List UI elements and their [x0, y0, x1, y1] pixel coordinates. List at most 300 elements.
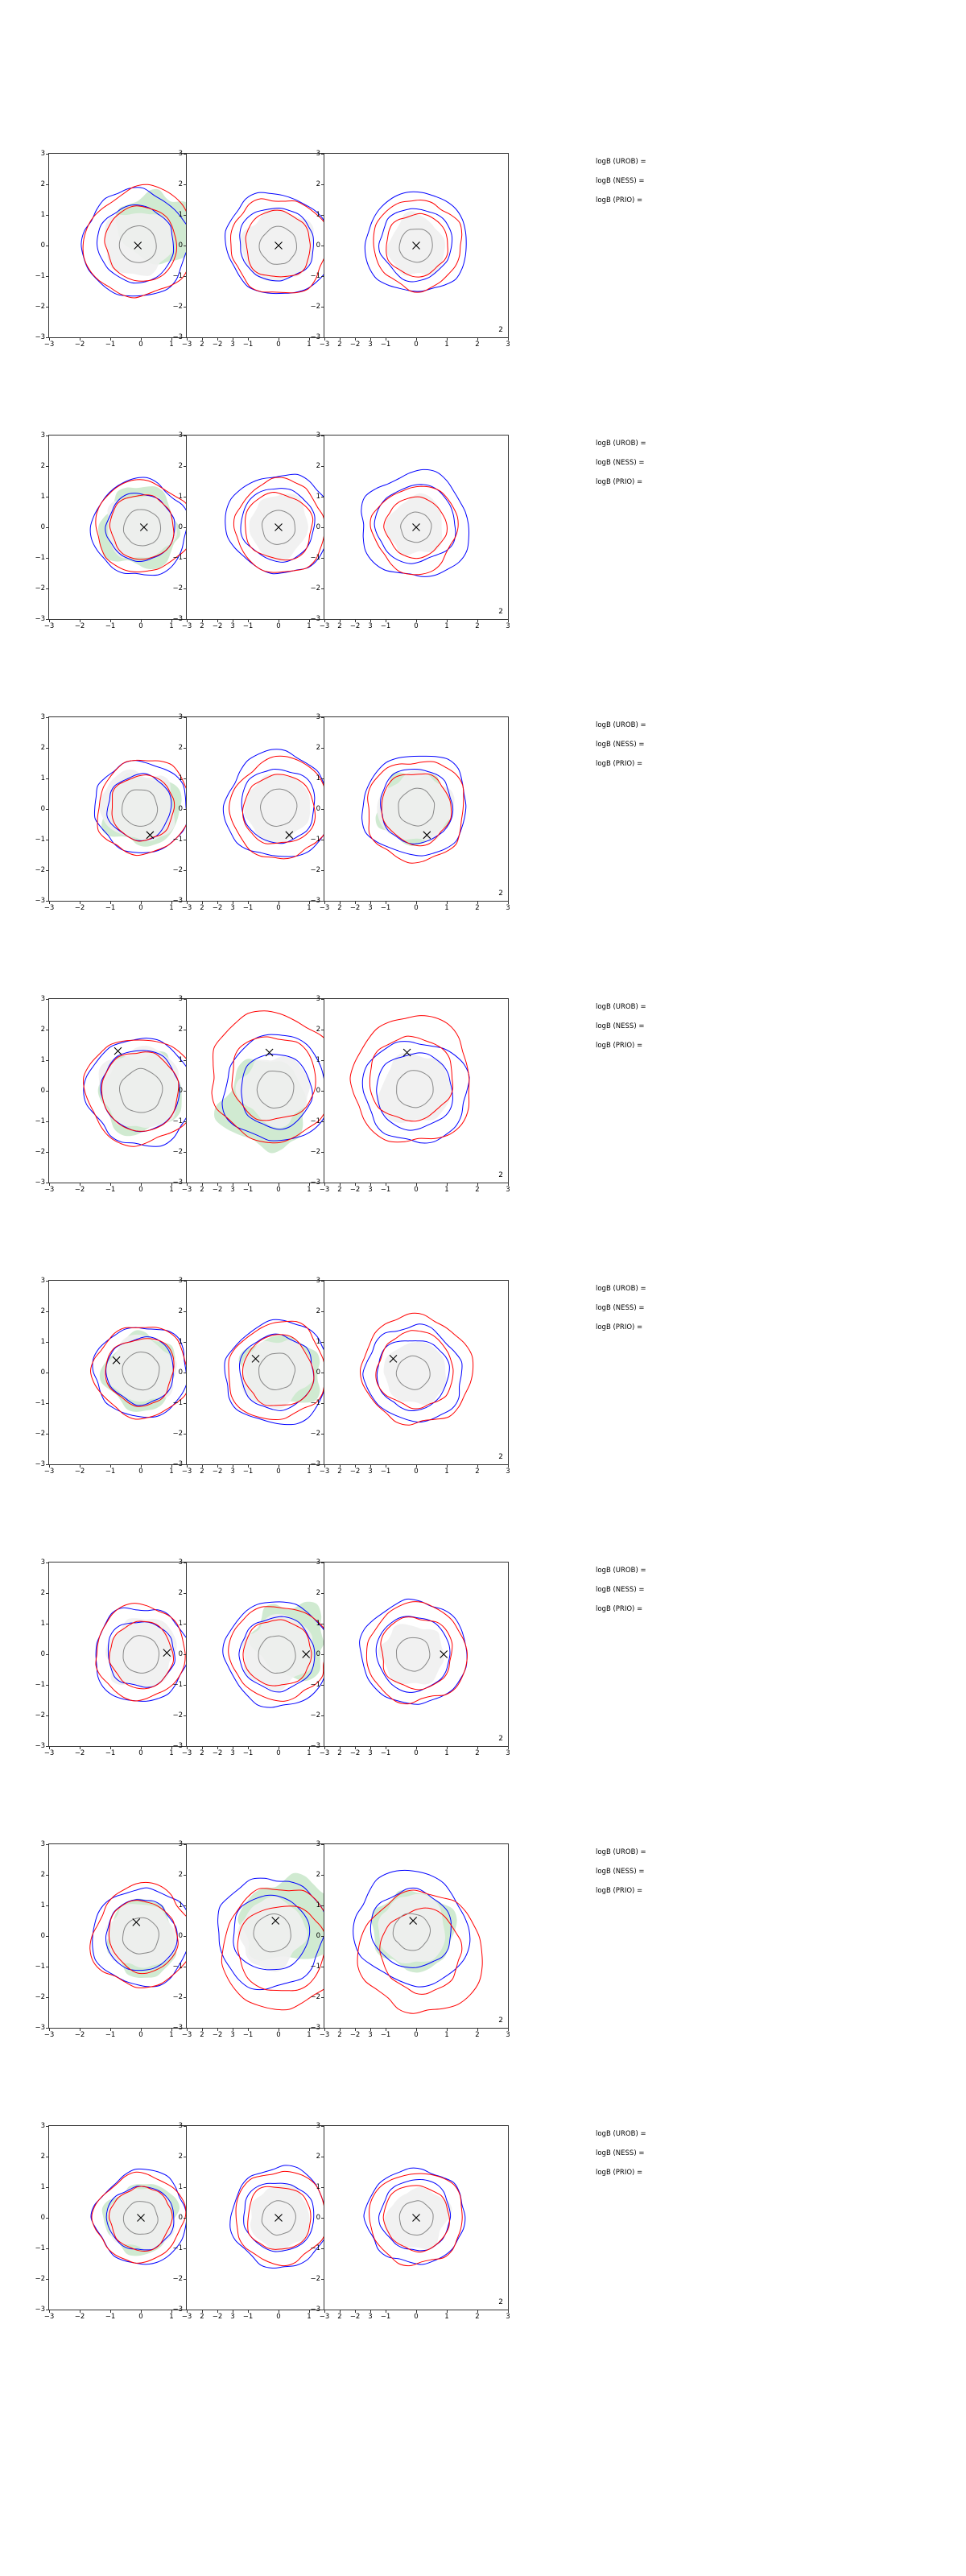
- x-tick-label: −1: [380, 1186, 391, 1194]
- panel-number: 2: [498, 1735, 503, 1743]
- y-tick-label: 1: [178, 1620, 183, 1628]
- x-tick-label: 0: [138, 2031, 143, 2039]
- x-tick-label: −2: [74, 1749, 85, 1757]
- x-tick-label: −1: [242, 904, 254, 912]
- y-tick-mark: [321, 1434, 324, 1435]
- x-tick-mark: [447, 1746, 448, 1749]
- x-tick-mark: [416, 619, 417, 622]
- y-tick-mark: [184, 276, 187, 277]
- x-tick-label: 2: [200, 2313, 204, 2321]
- y-tick-label: 2: [40, 744, 45, 752]
- y-tick-label: −3: [35, 2306, 45, 2314]
- y-tick-label: −3: [172, 2306, 183, 2314]
- x-tick-label: −2: [74, 622, 85, 630]
- x-tick-mark: [508, 337, 509, 341]
- y-tick-label: −2: [310, 1430, 320, 1438]
- y-tick-label: 1: [316, 211, 320, 219]
- y-tick-label: 3: [178, 713, 183, 721]
- legend: [596, 2130, 837, 2188]
- y-tick-label: 0: [316, 1368, 320, 1377]
- y-tick-label: 3: [40, 1277, 45, 1285]
- x-tick-label: −1: [105, 1186, 116, 1194]
- x-tick-mark: [187, 619, 188, 622]
- x-tick-label: 0: [414, 1749, 419, 1757]
- panel-row: [0, 143, 966, 423]
- x-tick-label: −2: [212, 2313, 223, 2321]
- y-tick-label: −1: [310, 1117, 320, 1125]
- y-tick-label: 3: [316, 1558, 320, 1567]
- x-tick-mark: [447, 1464, 448, 1468]
- y-tick-label: −1: [172, 554, 183, 562]
- x-tick-mark: [110, 1746, 111, 1749]
- y-tick-mark: [184, 2279, 187, 2280]
- y-tick-label: 2: [178, 1589, 183, 1597]
- y-tick-mark: [184, 1593, 187, 1594]
- plot-area[interactable]: [310, 431, 510, 630]
- chart-panel[interactable]: [277, 2116, 526, 2354]
- x-tick-label: −3: [319, 2313, 330, 2321]
- x-tick-label: −3: [43, 622, 55, 630]
- y-tick-mark: [46, 1403, 49, 1404]
- y-tick-mark: [184, 1875, 187, 1876]
- plot-area[interactable]: [310, 713, 510, 912]
- y-tick-label: −3: [35, 897, 45, 905]
- x-tick-label: −3: [319, 341, 330, 349]
- x-tick-label: −2: [212, 1186, 223, 1194]
- y-tick-label: 3: [316, 995, 320, 1003]
- y-tick-mark: [321, 1060, 324, 1061]
- y-tick-label: 3: [40, 1558, 45, 1567]
- x-tick-label: 0: [138, 341, 143, 349]
- legend-entry: logB (NESS) =: [596, 1304, 645, 1312]
- x-tick-label: 2: [475, 622, 480, 630]
- legend-entry: logB (PRIO) =: [596, 196, 643, 204]
- x-tick-label: −3: [43, 1468, 55, 1476]
- y-tick-mark: [184, 1403, 187, 1404]
- x-tick-label: 1: [307, 1468, 312, 1476]
- y-tick-mark: [46, 748, 49, 749]
- x-tick-label: 3: [506, 341, 510, 349]
- y-tick-mark: [46, 527, 49, 528]
- y-tick-mark: [46, 2279, 49, 2280]
- x-tick-label: 3: [506, 1749, 510, 1757]
- x-tick-mark: [248, 337, 249, 341]
- x-tick-label: −2: [74, 341, 85, 349]
- y-tick-label: 2: [178, 1871, 183, 1879]
- y-tick-label: 1: [40, 1901, 45, 1909]
- y-tick-mark: [321, 2279, 324, 2280]
- y-tick-mark: [46, 184, 49, 185]
- x-tick-label: −3: [181, 2313, 192, 2321]
- chart-panel[interactable]: [277, 707, 526, 945]
- legend-entry: logB (PRIO) =: [596, 1323, 643, 1331]
- x-tick-mark: [324, 2028, 325, 2031]
- y-tick-label: −1: [35, 272, 45, 280]
- x-tick-label: −1: [242, 2313, 254, 2321]
- x-tick-label: −2: [74, 1186, 85, 1194]
- y-tick-mark: [46, 1685, 49, 1686]
- x-tick-label: −2: [212, 622, 223, 630]
- y-tick-label: −1: [172, 1681, 183, 1689]
- x-tick-label: 2: [337, 2313, 342, 2321]
- plot-area[interactable]: [310, 1840, 510, 2039]
- y-tick-label: −2: [172, 866, 183, 874]
- y-tick-label: −2: [172, 584, 183, 592]
- x-tick-mark: [110, 619, 111, 622]
- plot-area[interactable]: [310, 2122, 510, 2321]
- panel-row: [0, 425, 966, 705]
- x-tick-mark: [508, 1464, 509, 1468]
- x-tick-label: −1: [105, 2031, 116, 2039]
- y-tick-mark: [321, 1997, 324, 1998]
- y-tick-mark: [46, 1434, 49, 1435]
- y-tick-label: −1: [35, 836, 45, 844]
- y-tick-label: −3: [172, 615, 183, 623]
- x-tick-label: −1: [380, 622, 391, 630]
- x-tick-mark: [248, 2310, 249, 2313]
- y-tick-label: −1: [172, 1963, 183, 1971]
- x-tick-label: −3: [181, 622, 192, 630]
- x-tick-label: 1: [307, 2313, 312, 2321]
- y-tick-mark: [321, 1311, 324, 1312]
- x-tick-label: −1: [105, 2313, 116, 2321]
- x-tick-mark: [355, 619, 356, 622]
- y-tick-mark: [46, 1654, 49, 1655]
- y-tick-label: 2: [40, 180, 45, 188]
- x-tick-mark: [217, 1183, 218, 1186]
- x-tick-mark: [416, 901, 417, 904]
- x-tick-label: −1: [105, 1468, 116, 1476]
- x-tick-label: 0: [414, 2313, 419, 2321]
- y-tick-label: 2: [178, 1026, 183, 1034]
- y-tick-label: 0: [316, 805, 320, 813]
- x-tick-label: 2: [475, 1749, 480, 1757]
- y-tick-label: −1: [310, 836, 320, 844]
- x-tick-label: −1: [242, 1186, 254, 1194]
- y-tick-label: 0: [316, 1932, 320, 1940]
- y-tick-mark: [184, 809, 187, 810]
- y-tick-mark: [321, 1654, 324, 1655]
- y-tick-label: 3: [178, 431, 183, 440]
- y-tick-mark: [184, 1091, 187, 1092]
- y-tick-label: 1: [178, 774, 183, 782]
- x-tick-label: 3: [368, 2031, 373, 2039]
- y-tick-label: 1: [316, 774, 320, 782]
- x-tick-mark: [355, 2028, 356, 2031]
- chart-panel[interactable]: [277, 425, 526, 663]
- y-tick-mark: [321, 1091, 324, 1092]
- y-tick-label: 2: [178, 744, 183, 752]
- x-tick-label: 2: [200, 2031, 204, 2039]
- x-tick-label: 2: [475, 2031, 480, 2039]
- x-tick-label: 2: [475, 904, 480, 912]
- legend-entry: logB (NESS) =: [596, 2149, 645, 2157]
- x-tick-label: 3: [506, 1468, 510, 1476]
- y-tick-label: −2: [310, 303, 320, 311]
- x-tick-label: −3: [181, 2031, 192, 2039]
- y-tick-label: 0: [40, 805, 45, 813]
- y-tick-label: −2: [35, 1148, 45, 1156]
- x-tick-label: 3: [506, 622, 510, 630]
- y-tick-label: −3: [310, 897, 320, 905]
- x-tick-mark: [248, 1464, 249, 1468]
- x-tick-mark: [49, 1746, 50, 1749]
- legend-entry: logB (PRIO) =: [596, 2169, 643, 2177]
- x-tick-mark: [447, 901, 448, 904]
- legend: [596, 158, 837, 216]
- x-tick-label: −3: [181, 341, 192, 349]
- y-tick-label: 2: [316, 2153, 320, 2161]
- x-tick-label: 3: [368, 2313, 373, 2321]
- x-tick-label: 0: [276, 341, 281, 349]
- y-tick-label: 3: [178, 1277, 183, 1285]
- y-tick-mark: [184, 154, 187, 155]
- y-tick-label: 2: [316, 1871, 320, 1879]
- y-tick-label: 1: [40, 211, 45, 219]
- y-tick-mark: [184, 1844, 187, 1845]
- y-tick-mark: [321, 1715, 324, 1716]
- y-tick-label: 2: [316, 1307, 320, 1315]
- x-tick-mark: [355, 337, 356, 341]
- y-tick-label: 2: [316, 462, 320, 470]
- legend-entry: logB (NESS) =: [596, 459, 645, 467]
- y-tick-mark: [184, 1434, 187, 1435]
- x-tick-mark: [49, 2310, 50, 2313]
- chart-panel[interactable]: [277, 989, 526, 1227]
- y-tick-label: 0: [316, 523, 320, 531]
- x-tick-label: −2: [212, 341, 223, 349]
- y-tick-label: −2: [35, 584, 45, 592]
- y-tick-label: −1: [35, 1681, 45, 1689]
- y-tick-label: −2: [310, 1711, 320, 1719]
- chart-panel[interactable]: [277, 1834, 526, 2072]
- y-tick-label: −2: [35, 2275, 45, 2283]
- x-tick-label: −1: [105, 341, 116, 349]
- y-tick-label: −3: [35, 2024, 45, 2032]
- x-tick-label: −3: [43, 341, 55, 349]
- y-tick-mark: [321, 1121, 324, 1122]
- y-tick-mark: [321, 588, 324, 589]
- x-tick-label: 0: [414, 622, 419, 630]
- y-tick-label: −2: [172, 1993, 183, 2001]
- y-tick-label: 0: [40, 523, 45, 531]
- y-tick-mark: [321, 154, 324, 155]
- y-tick-label: 0: [178, 805, 183, 813]
- y-tick-mark: [46, 809, 49, 810]
- x-tick-mark: [217, 2310, 218, 2313]
- y-tick-mark: [46, 1593, 49, 1594]
- y-tick-label: −2: [35, 1430, 45, 1438]
- x-tick-label: 0: [138, 2313, 143, 2321]
- y-tick-mark: [46, 778, 49, 779]
- y-tick-mark: [321, 2187, 324, 2188]
- x-tick-label: −2: [74, 904, 85, 912]
- y-tick-mark: [321, 527, 324, 528]
- chart-panel[interactable]: [277, 143, 526, 382]
- plot-area[interactable]: [310, 995, 510, 1194]
- x-tick-label: 3: [368, 904, 373, 912]
- x-tick-mark: [355, 2310, 356, 2313]
- y-tick-mark: [321, 1152, 324, 1153]
- y-tick-mark: [321, 748, 324, 749]
- x-tick-mark: [49, 337, 50, 341]
- x-tick-label: −1: [105, 622, 116, 630]
- y-tick-mark: [46, 466, 49, 467]
- legend: [596, 1567, 837, 1624]
- y-tick-mark: [46, 307, 49, 308]
- y-tick-label: −1: [172, 272, 183, 280]
- y-tick-label: 1: [40, 493, 45, 501]
- x-tick-label: 3: [368, 341, 373, 349]
- x-tick-mark: [49, 901, 50, 904]
- y-tick-label: 2: [178, 180, 183, 188]
- y-tick-label: −3: [310, 2024, 320, 2032]
- x-tick-label: 3: [230, 1468, 235, 1476]
- x-tick-label: −3: [319, 1468, 330, 1476]
- y-tick-mark: [46, 1342, 49, 1343]
- y-tick-label: 1: [178, 1901, 183, 1909]
- plot-area[interactable]: [310, 150, 510, 349]
- y-tick-label: −1: [35, 554, 45, 562]
- chart-panel[interactable]: [277, 1552, 526, 1790]
- y-tick-mark: [321, 1593, 324, 1594]
- x-tick-mark: [508, 2310, 509, 2313]
- chart-panel[interactable]: [277, 1270, 526, 1509]
- y-tick-mark: [321, 1403, 324, 1404]
- y-tick-label: −2: [35, 866, 45, 874]
- x-tick-label: 3: [368, 1468, 373, 1476]
- x-tick-label: −2: [74, 2031, 85, 2039]
- x-tick-label: 1: [444, 1749, 449, 1757]
- legend-entry: logB (NESS) =: [596, 1586, 645, 1594]
- x-tick-label: 0: [414, 904, 419, 912]
- x-tick-mark: [324, 337, 325, 341]
- y-tick-label: 3: [40, 431, 45, 440]
- x-tick-label: 0: [414, 1186, 419, 1194]
- y-tick-mark: [321, 466, 324, 467]
- x-tick-label: −2: [349, 904, 361, 912]
- y-tick-label: −1: [35, 2244, 45, 2252]
- y-tick-label: 0: [40, 1932, 45, 1940]
- y-tick-mark: [184, 184, 187, 185]
- y-tick-label: 1: [40, 1338, 45, 1346]
- x-tick-mark: [324, 2310, 325, 2313]
- x-tick-mark: [248, 1183, 249, 1186]
- y-tick-label: 2: [316, 1026, 320, 1034]
- x-tick-mark: [49, 2028, 50, 2031]
- y-tick-mark: [321, 558, 324, 559]
- x-tick-mark: [355, 901, 356, 904]
- x-tick-mark: [477, 2310, 478, 2313]
- x-tick-label: 2: [337, 2031, 342, 2039]
- x-tick-label: −2: [349, 1468, 361, 1476]
- x-tick-mark: [187, 901, 188, 904]
- x-tick-label: −3: [319, 1186, 330, 1194]
- y-tick-mark: [184, 778, 187, 779]
- legend-entry: logB (PRIO) =: [596, 1042, 643, 1050]
- x-tick-label: 1: [444, 1468, 449, 1476]
- y-tick-label: 2: [178, 1307, 183, 1315]
- x-tick-mark: [477, 1183, 478, 1186]
- x-tick-label: 0: [414, 341, 419, 349]
- y-tick-label: −3: [35, 333, 45, 341]
- y-tick-mark: [321, 1844, 324, 1845]
- legend-entry: logB (NESS) =: [596, 1868, 645, 1876]
- plot-area[interactable]: [310, 1277, 510, 1476]
- x-tick-label: 1: [169, 622, 174, 630]
- legend-entry: logB (NESS) =: [596, 741, 645, 749]
- legend-entry: logB (PRIO) =: [596, 1605, 643, 1613]
- x-tick-mark: [416, 1464, 417, 1468]
- y-tick-label: −3: [35, 1179, 45, 1187]
- legend-entry: logB (NESS) =: [596, 177, 645, 185]
- y-tick-label: −1: [35, 1399, 45, 1407]
- x-tick-mark: [508, 619, 509, 622]
- x-tick-label: 3: [230, 2313, 235, 2321]
- y-tick-label: −2: [172, 1430, 183, 1438]
- y-tick-mark: [321, 2218, 324, 2219]
- y-tick-label: −3: [35, 1742, 45, 1750]
- x-tick-mark: [447, 337, 448, 341]
- y-tick-label: 3: [316, 1277, 320, 1285]
- x-tick-mark: [187, 1464, 188, 1468]
- panel-number: 2: [498, 608, 503, 616]
- x-tick-mark: [324, 1464, 325, 1468]
- y-tick-label: 3: [316, 431, 320, 440]
- y-tick-label: −3: [172, 1460, 183, 1468]
- y-tick-mark: [184, 588, 187, 589]
- legend: [596, 440, 837, 497]
- y-tick-mark: [321, 1342, 324, 1343]
- y-tick-label: 0: [178, 1087, 183, 1095]
- y-tick-label: 3: [316, 1840, 320, 1848]
- x-tick-mark: [355, 1183, 356, 1186]
- y-tick-label: −1: [310, 2244, 320, 2252]
- panel-row: [0, 707, 966, 987]
- y-tick-label: 0: [178, 523, 183, 531]
- x-tick-mark: [447, 619, 448, 622]
- x-tick-label: 2: [200, 904, 204, 912]
- x-tick-label: 3: [368, 1186, 373, 1194]
- x-tick-mark: [110, 1183, 111, 1186]
- y-tick-label: −2: [172, 1711, 183, 1719]
- x-tick-label: 2: [337, 341, 342, 349]
- x-tick-mark: [508, 901, 509, 904]
- y-tick-mark: [46, 1091, 49, 1092]
- legend: [596, 1285, 837, 1343]
- y-tick-mark: [184, 1060, 187, 1061]
- x-tick-label: 0: [276, 1186, 281, 1194]
- x-tick-label: 3: [506, 2313, 510, 2321]
- x-tick-label: 1: [169, 341, 174, 349]
- y-tick-mark: [46, 2218, 49, 2219]
- y-tick-mark: [46, 1281, 49, 1282]
- x-tick-mark: [110, 2310, 111, 2313]
- x-tick-mark: [217, 901, 218, 904]
- y-tick-label: −2: [35, 1711, 45, 1719]
- x-tick-label: 2: [475, 2313, 480, 2321]
- y-tick-mark: [321, 307, 324, 308]
- y-tick-label: 1: [40, 2183, 45, 2191]
- x-tick-label: 2: [337, 1468, 342, 1476]
- x-tick-label: 0: [276, 1749, 281, 1757]
- plot-area[interactable]: [310, 1558, 510, 1757]
- y-tick-label: 3: [316, 150, 320, 158]
- x-tick-label: 3: [506, 2031, 510, 2039]
- x-tick-label: 0: [138, 1749, 143, 1757]
- y-tick-mark: [321, 276, 324, 277]
- x-tick-mark: [217, 2028, 218, 2031]
